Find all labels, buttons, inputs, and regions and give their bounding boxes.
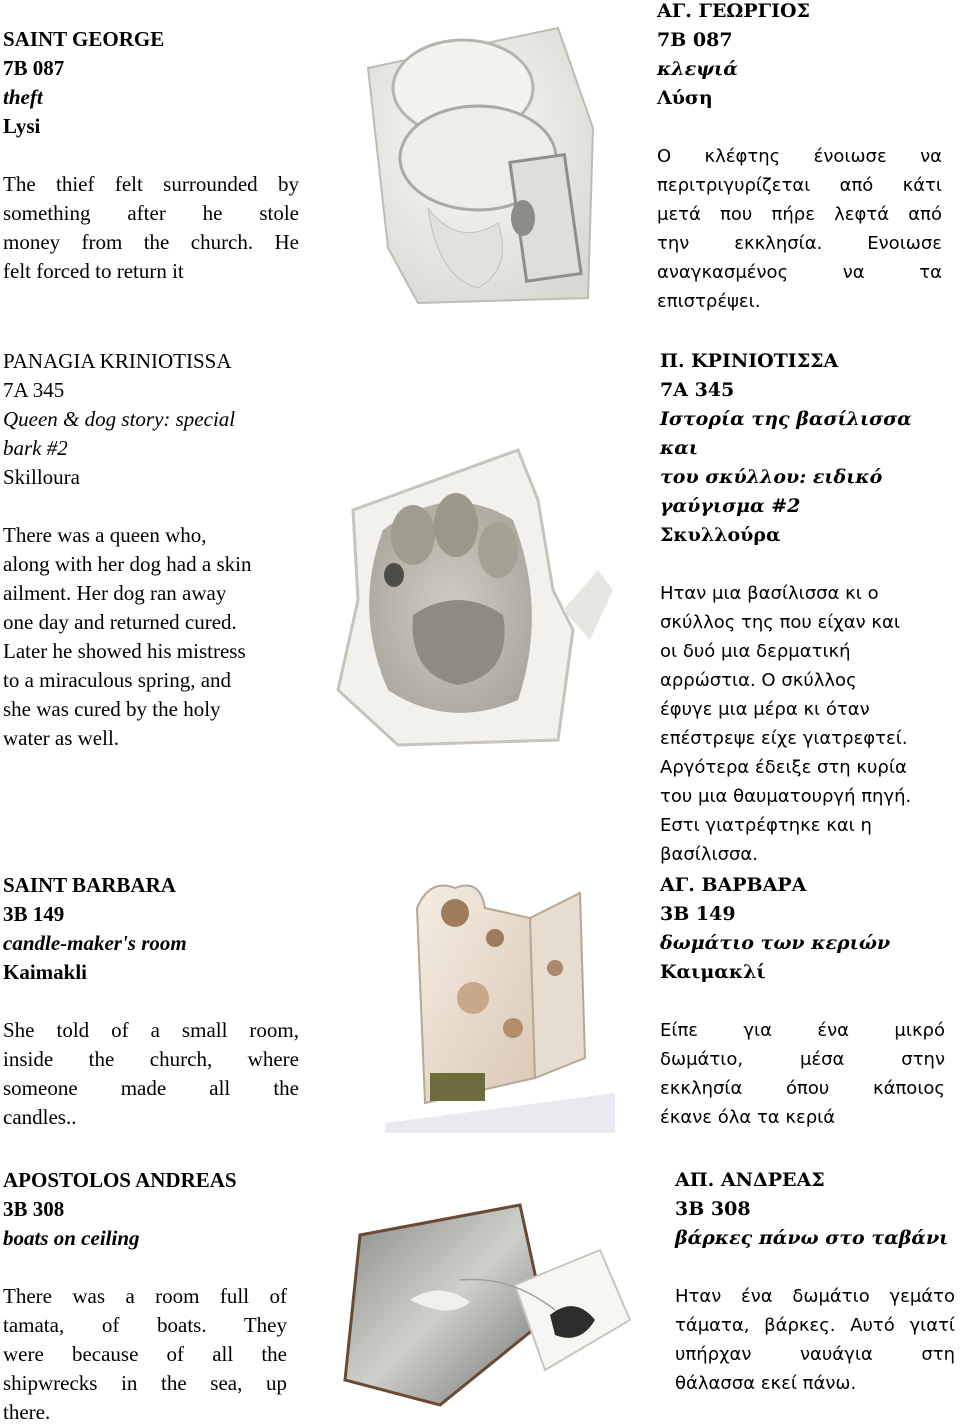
- story-line: The thief felt surrounded by: [3, 172, 299, 196]
- entry-en-apostolos-andreas: [3, 1166, 287, 1427]
- saint-name: APOSTOLOS ANDREAS: [3, 1168, 237, 1192]
- story-theme: Queen & dog story: special: [3, 407, 236, 431]
- story-text: [3, 170, 299, 286]
- catalog-code: 3B 149: [660, 903, 736, 925]
- story-line: Αργότερα έδειξε στη κυρία: [660, 757, 907, 778]
- catalog-code: 7A 345: [660, 379, 735, 401]
- entry-en-saint-george: [3, 25, 299, 286]
- story-theme: candle-maker's room: [3, 931, 187, 955]
- entry-gr-agia-varvara: [660, 871, 945, 1132]
- story-line: along with her dog had a skin: [3, 552, 252, 576]
- story-line: Εστι γιατρέφτηκε και η: [660, 815, 872, 836]
- catalog-code: 3B 149: [3, 902, 65, 926]
- story-line: αναγκασμένος να τα: [657, 262, 942, 283]
- story-line: μετά που πήρε λεφτά από: [657, 204, 942, 225]
- village-name: Skilloura: [3, 465, 80, 489]
- story-theme: bark #2: [3, 436, 68, 460]
- story-theme: Ιστορία της βασίλισσα και: [660, 408, 912, 459]
- story-line: Ηταν μια βασίλισσα κι ο: [660, 583, 879, 604]
- story-line: to a miraculous spring, and: [3, 668, 232, 692]
- story-text: [3, 1016, 299, 1132]
- saint-name: ΑΓ. ΓΕΩΡΓΙΟΣ: [657, 0, 810, 22]
- story-line: There was a queen who,: [3, 523, 207, 547]
- story-line: την εκκλησία. Ενοιωσε: [657, 233, 942, 254]
- entry-en-saint-barbara: [3, 871, 299, 1132]
- village-name: Λύση: [657, 87, 713, 109]
- story-line: one day and returned cured.: [3, 610, 237, 634]
- saint-name: ΑΓ. ΒΑΡΒΑΡΑ: [660, 874, 807, 896]
- catalog-code: 3B 308: [675, 1198, 751, 1220]
- story-text: [660, 579, 950, 869]
- story-line: water as well.: [3, 726, 120, 750]
- story-line: εκκλησία όπου κάποιος: [660, 1078, 945, 1099]
- story-line: υπήρχαν ναυάγια στη: [675, 1344, 955, 1365]
- story-line: του μια θαυματουργή πηγή.: [660, 786, 912, 807]
- story-line: επέστρεψε είχε γιατρεφτεί.: [660, 728, 908, 749]
- catalog-code: 7B 087: [3, 56, 65, 80]
- village-name: Σκυλλούρα: [660, 524, 781, 546]
- story-line: ailment. Her dog ran away: [3, 581, 227, 605]
- story-theme: δωμάτιο των κεριών: [660, 932, 891, 954]
- story-theme: boats on ceiling: [3, 1226, 140, 1250]
- story-line: επιστρέψει.: [657, 291, 761, 312]
- story-line: inside the church, where: [3, 1047, 299, 1071]
- story-line: were because of all the: [3, 1342, 287, 1366]
- plaster-relief-photo-candles: [385, 878, 615, 1133]
- plaster-relief-photo-coins: [348, 8, 608, 308]
- entry-gr-agios-georgios: [657, 0, 942, 316]
- story-theme: theft: [3, 85, 43, 109]
- story-line: she was cured by the holy: [3, 697, 221, 721]
- story-line: περιτριγυρίζεται από κάτι: [657, 175, 942, 196]
- story-theme: του σκύλλου: ειδικό: [660, 466, 883, 488]
- story-text: [660, 1016, 945, 1132]
- story-line: there.: [3, 1400, 51, 1424]
- saint-name: PANAGIA KRINIOTISSA: [3, 349, 232, 373]
- saint-name: SAINT GEORGE: [3, 27, 165, 51]
- plaster-relief-photo-paw: [328, 440, 633, 750]
- story-text: [657, 142, 942, 316]
- story-text: [3, 521, 299, 753]
- entry-en-panagia-kriniotissa: [3, 347, 299, 753]
- village-name: Καιμακλί: [660, 961, 766, 983]
- story-line: έφυγε μια μέρα κι όταν: [660, 699, 870, 720]
- village-name: Kaimakli: [3, 960, 88, 984]
- village-name: Lysi: [3, 114, 41, 138]
- story-line: felt forced to return it: [3, 259, 184, 283]
- catalog-code: 3B 308: [3, 1197, 65, 1221]
- story-line: θάλασσα εκεί πάνω.: [675, 1373, 857, 1394]
- story-line: There was a room full of: [3, 1284, 287, 1308]
- story-line: Είπε για ένα μικρό: [660, 1020, 945, 1041]
- story-line: έκανε όλα τα κεριά: [660, 1107, 836, 1128]
- story-theme: κλεψιά: [657, 58, 738, 80]
- saint-name: SAINT BARBARA: [3, 873, 176, 897]
- story-text: [675, 1282, 955, 1398]
- story-line: She told of a small room,: [3, 1018, 299, 1042]
- story-theme: γαύγισμα #2: [660, 495, 801, 517]
- story-line: βασίλισσα.: [660, 844, 758, 865]
- story-theme: βάρκες πάνω στο ταβάνι: [675, 1227, 949, 1249]
- story-line: Later he showed his mistress: [3, 639, 246, 663]
- story-line: money from the church. He: [3, 230, 299, 254]
- catalog-code: 7B 087: [657, 29, 733, 51]
- catalog-code: 7A 345: [3, 378, 65, 402]
- story-line: οι δυό μια δερματική: [660, 641, 851, 662]
- plaster-relief-photo-boats: [340, 1180, 635, 1410]
- story-line: σκύλλος της που είχαν και: [660, 612, 900, 633]
- saint-name: ΑΠ. ΑΝΔΡΕΑΣ: [675, 1169, 825, 1191]
- story-line: Ηταν ένα δωμάτιο γεμάτο: [675, 1286, 955, 1307]
- entry-gr-apostolos-andreas: [675, 1166, 955, 1398]
- story-line: someone made all the: [3, 1076, 299, 1100]
- story-line: δωμάτιο, μέσα στην: [660, 1049, 945, 1070]
- story-line: Ο κλέφτης ένοιωσε να: [657, 146, 942, 167]
- saint-name: Π. ΚΡΙΝΙΟΤΙΣΣΑ: [660, 350, 839, 372]
- story-line: αρρώστια. Ο σκύλλος: [660, 670, 857, 691]
- story-line: τάματα, βάρκες. Αυτό γιατί: [675, 1315, 955, 1336]
- story-line: tamata, of boats. They: [3, 1313, 287, 1337]
- story-text: [3, 1282, 287, 1427]
- story-line: shipwrecks in the sea, up: [3, 1371, 287, 1395]
- story-line: candles..: [3, 1105, 77, 1129]
- story-line: something after he stole: [3, 201, 299, 225]
- entry-gr-panagia-kriniotissa: [660, 347, 950, 869]
